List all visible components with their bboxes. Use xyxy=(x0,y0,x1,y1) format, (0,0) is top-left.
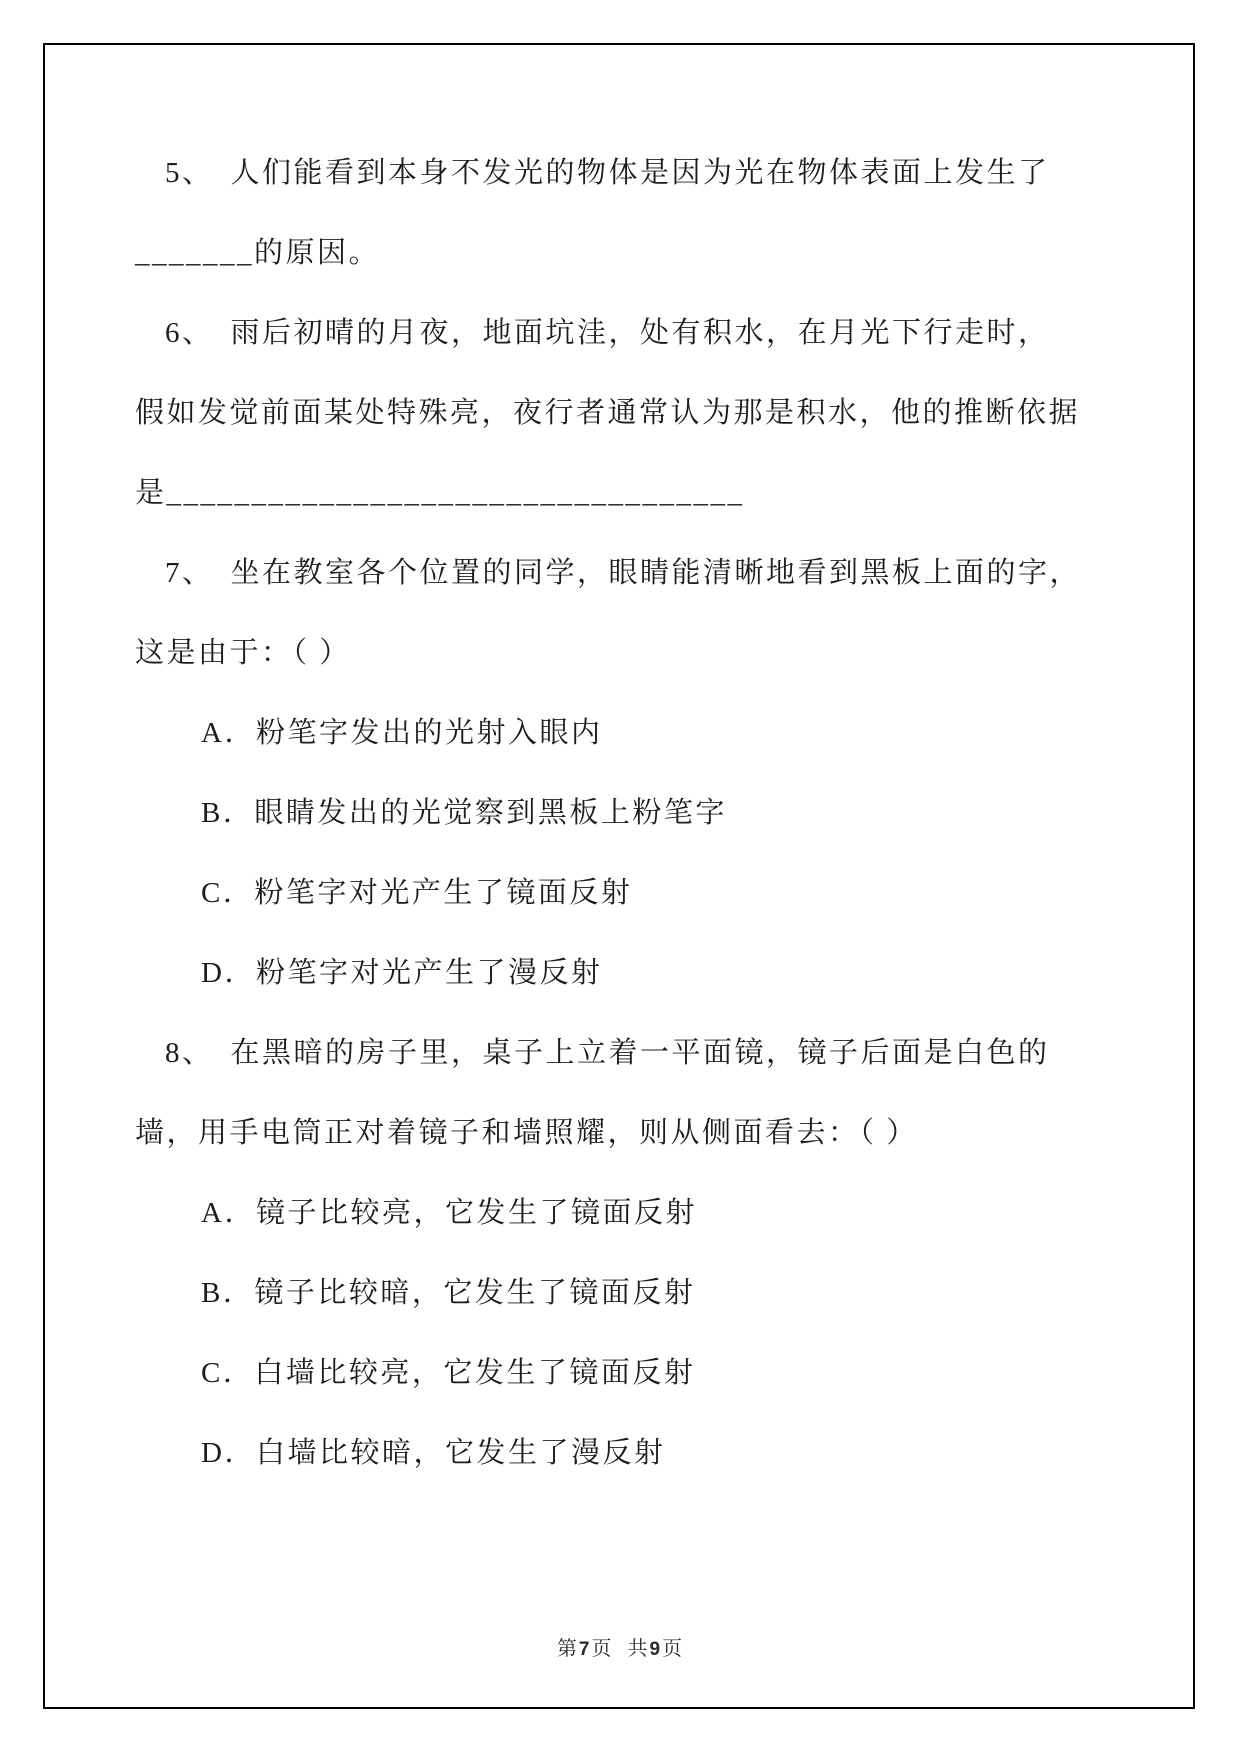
text-line-option: D．粉笔字对光产生了漫反射 xyxy=(201,957,603,989)
text-line-continuation: 是__________________________________ xyxy=(135,477,745,509)
text-line-question: 5、 人们能看到本身不发光的物体是因为光在物体表面上发生了 xyxy=(165,157,1050,189)
footer-total-pages: 9 xyxy=(649,1639,663,1660)
text-line-option: C．白墙比较亮，它发生了镜面反射 xyxy=(201,1357,696,1389)
footer-prefix: 第 xyxy=(556,1638,579,1660)
text-line-continuation: _______的原因。 xyxy=(135,237,381,269)
footer-suffix: 页 xyxy=(662,1638,685,1660)
text-line-option: B．眼睛发出的光觉察到黑板上粉笔字 xyxy=(201,797,727,829)
text-line-continuation: 墙，用手电筒正对着镜子和墙照耀，则从侧面看去：（ ） xyxy=(135,1117,918,1149)
text-line-option: C．粉笔字对光产生了镜面反射 xyxy=(201,877,633,909)
footer-page-number: 7 xyxy=(578,1639,592,1660)
text-line-continuation: 假如发觉前面某处特殊亮，夜行者通常认为那是积水，他的推断依据 xyxy=(135,397,1081,429)
text-line-question: 6、 雨后初晴的月夜，地面坑洼，处有积水，在月光下行走时， xyxy=(165,317,1050,349)
document-lines xyxy=(135,133,1082,1493)
text-line-option: A．镜子比较亮，它发生了镜面反射 xyxy=(201,1197,697,1229)
text-line-question: 7、 坐在教室各个位置的同学，眼睛能清晰地看到黑板上面的字， xyxy=(165,557,1082,589)
text-line-option: B．镜子比较暗，它发生了镜面反射 xyxy=(201,1277,696,1309)
page-footer xyxy=(0,1632,1241,1661)
text-line-option: D．白墙比较暗，它发生了漫反射 xyxy=(201,1437,666,1469)
text-line-continuation: 这是由于：（ ） xyxy=(135,637,351,669)
text-line-question: 8、 在黑暗的房子里，桌子上立着一平面镜，镜子后面是白色的 xyxy=(165,1037,1050,1069)
footer-middle: 页 共 xyxy=(591,1638,650,1660)
text-line-option: A．粉笔字发出的光射入眼内 xyxy=(201,717,603,749)
